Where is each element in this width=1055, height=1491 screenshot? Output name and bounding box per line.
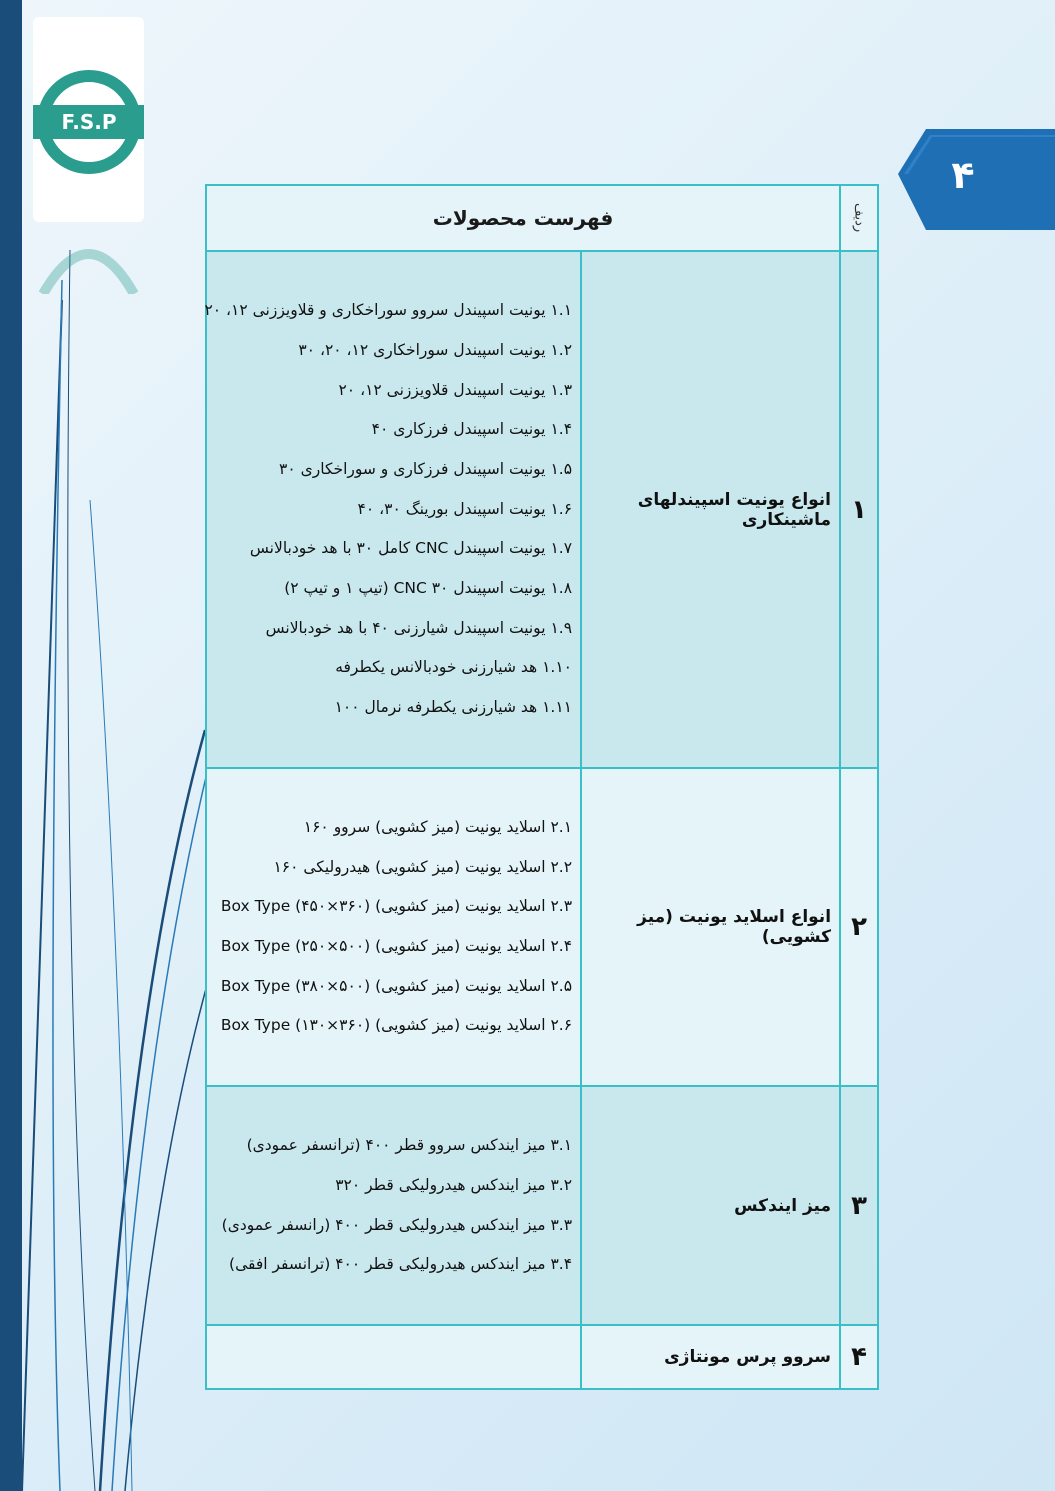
- list-item: ۱.۶ یونیت اسپیندل بورینگ ۳۰، ۴۰: [357, 499, 573, 518]
- list-item: ۱.۸ یونیت اسپیندل CNC ۳۰ (تیپ ۱ و تیپ ۲): [284, 579, 573, 598]
- list-item: ۱.۱۰ هد شیارزنی خودبالانس یکطرفه: [335, 658, 573, 677]
- header-title: فهرست محصولات: [206, 185, 840, 251]
- list-item: ۱.۲ یونیت اسپیندل سوراخکاری ۱۲، ۲۰، ۳۰: [298, 340, 573, 359]
- table-row: [206, 768, 878, 1086]
- list-item: ۳.۴ میز ایندکس هیدرولیکی قطر ۴۰۰ (ترانسفر افقی): [229, 1255, 573, 1274]
- list-item: ۱.۱۱ هد شیارزنی یکطرفه نرمال ۱۰۰: [334, 698, 573, 717]
- list-item: ۲.۱ اسلاید یونیت (میز کشویی) سروو ۱۶۰: [303, 817, 573, 836]
- row-category: سروو پرس مونتاژی: [581, 1325, 840, 1389]
- svg-text:F.S.P: F.S.P: [61, 110, 117, 134]
- products-table: [205, 184, 879, 1390]
- list-item: ۱.۴ یونیت اسپیندل فرزکاری ۴۰: [371, 420, 573, 439]
- list-item: ۲.۴ اسلاید یونیت (میز کشویی) Box Type (۲۵۰×۵۰۰): [220, 937, 573, 955]
- table-row: [206, 1086, 878, 1325]
- list-item: ۲.۳ اسلاید یونیت (میز کشویی) Box Type (۴۵۰×۳۶۰): [220, 897, 573, 916]
- row-number: ۴: [840, 1325, 878, 1389]
- row-items: [206, 768, 581, 1086]
- company-logo: [33, 17, 144, 222]
- table-row: [206, 1325, 878, 1389]
- row-number: ۱: [840, 251, 878, 768]
- table-header-row: [206, 185, 878, 251]
- row-items: [206, 1086, 581, 1325]
- header-radif: ردیف: [840, 185, 878, 251]
- row-number: ۳: [840, 1086, 878, 1325]
- list-item: ۱.۳ یونیت اسپیندل قلاویززنی ۱۲، ۲۰: [338, 380, 573, 399]
- list-item: ۱.۵ یونیت اسپیندل فرزکاری و سوراخکاری ۳۰: [279, 459, 573, 478]
- page-number: ۴: [951, 153, 975, 197]
- list-item: ۳.۱ میز ایندکس سروو قطر ۴۰۰ (ترانسفر عمودی): [246, 1136, 573, 1155]
- list-item: ۳.۲ میز ایندکس هیدرولیکی قطر ۳۲۰: [335, 1175, 573, 1194]
- logo-reflection: [33, 224, 144, 294]
- list-item: ۱.۱ یونیت اسپیندل سروو سوراخکاری و قلاویززنی ۱۲، ۲۰: [204, 301, 573, 320]
- list-item: ۲.۵ اسلاید یونیت (میز کشویی) Box Type (۳۸۰×۵۰۰): [220, 976, 573, 995]
- list-item: ۱.۷ یونیت اسپیندل CNC کامل ۳۰ با هد خودبالانس: [249, 539, 573, 558]
- row-category: میز ایندکس: [581, 1086, 840, 1325]
- row-category: انواع یونیت اسپیندلهای ماشینکاری: [581, 251, 840, 768]
- list-item: ۲.۶ اسلاید یونیت (میز کشویی) Box Type (۱۳۰×۳۶۰): [220, 1016, 573, 1035]
- table-row: [206, 251, 878, 768]
- list-item: ۳.۳ میز ایندکس هیدرولیکی قطر ۴۰۰ (رانسفر عمودی): [221, 1215, 573, 1234]
- row-number: ۲: [840, 768, 878, 1086]
- list-item: ۱.۹ یونیت اسپیندل شیارزنی ۴۰ با هد خودبالانس: [265, 618, 573, 637]
- row-items: [206, 251, 581, 768]
- row-items-empty: [206, 1325, 581, 1389]
- row-category: انواع اسلاید یونیت (میز کشویی): [581, 768, 840, 1086]
- list-item: ۲.۲ اسلاید یونیت (میز کشویی) هیدرولیکی ۱۶۰: [273, 857, 573, 876]
